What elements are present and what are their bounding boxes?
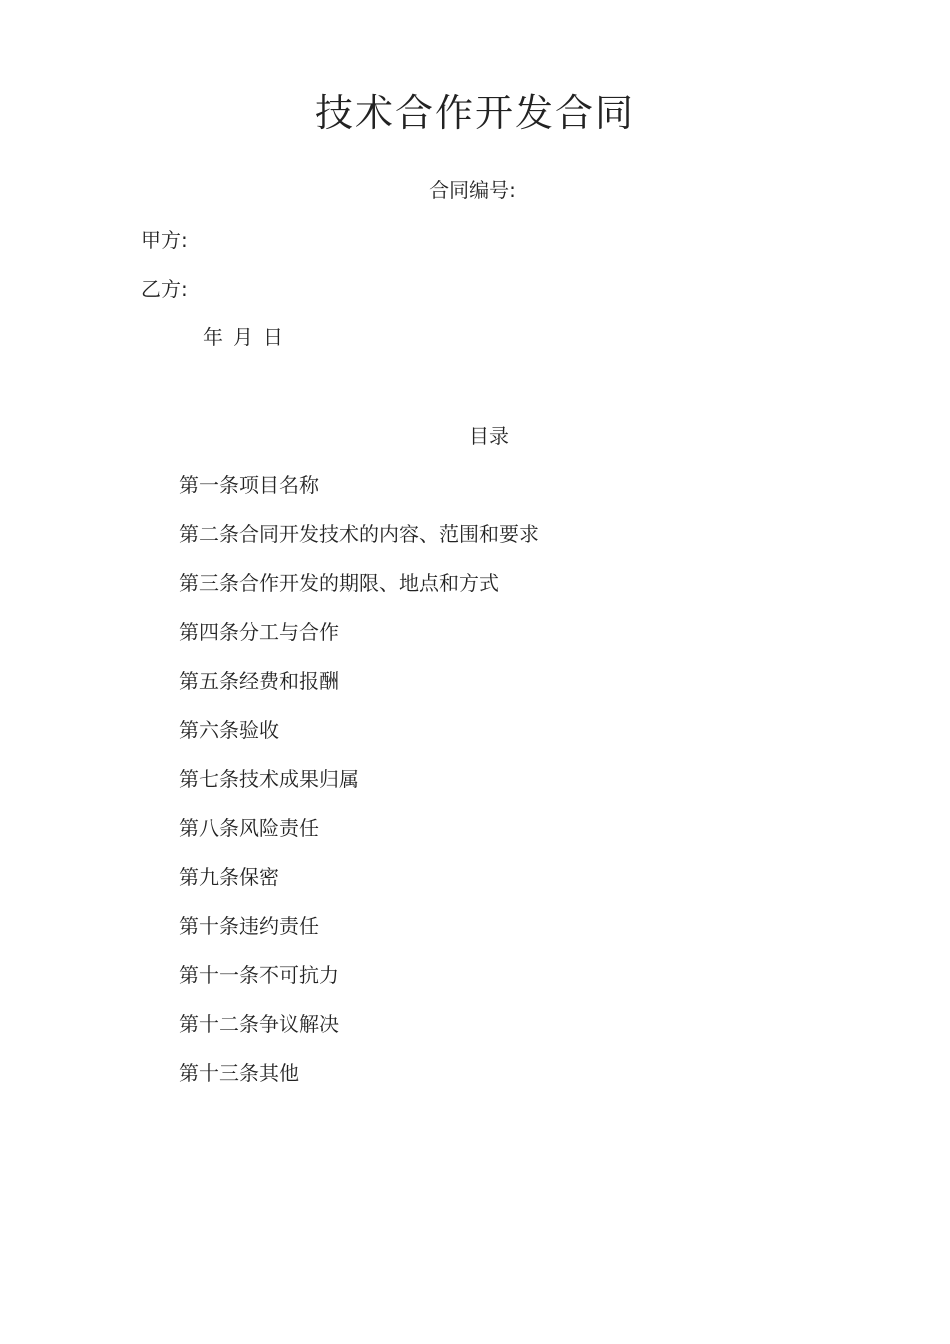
toc-item: 第十二条争议解决 [179, 1012, 339, 1036]
table-of-contents [179, 471, 539, 1108]
toc-item: 第六条验收 [179, 718, 279, 742]
toc-item: 第八条风险责任 [179, 816, 319, 840]
document-title: 技术合作开发合同 [314, 91, 635, 135]
party-b-label: 乙方: [141, 277, 188, 301]
toc-item: 第十一条不可抗力 [179, 963, 339, 987]
signing-date [203, 323, 293, 351]
toc-item: 第四条分工与合作 [179, 620, 339, 644]
toc-title: 目录 [469, 424, 509, 448]
date-month-label: 月 [233, 325, 253, 349]
toc-item: 第一条项目名称 [179, 473, 319, 497]
toc-item: 第五条经费和报酬 [179, 669, 339, 693]
contract-number-label: 合同编号: [429, 178, 516, 202]
toc-item: 第十条违约责任 [179, 914, 319, 938]
toc-item: 第九条保密 [179, 865, 279, 889]
party-a-label: 甲方: [141, 228, 188, 252]
date-day-label: 日 [263, 325, 283, 349]
toc-item: 第三条合作开发的期限、地点和方式 [179, 571, 499, 595]
date-year-label: 年 [203, 325, 223, 349]
toc-item: 第七条技术成果归属 [179, 767, 359, 791]
toc-item: 第二条合同开发技术的内容、范围和要求 [179, 522, 539, 546]
toc-item: 第十三条其他 [179, 1061, 299, 1085]
